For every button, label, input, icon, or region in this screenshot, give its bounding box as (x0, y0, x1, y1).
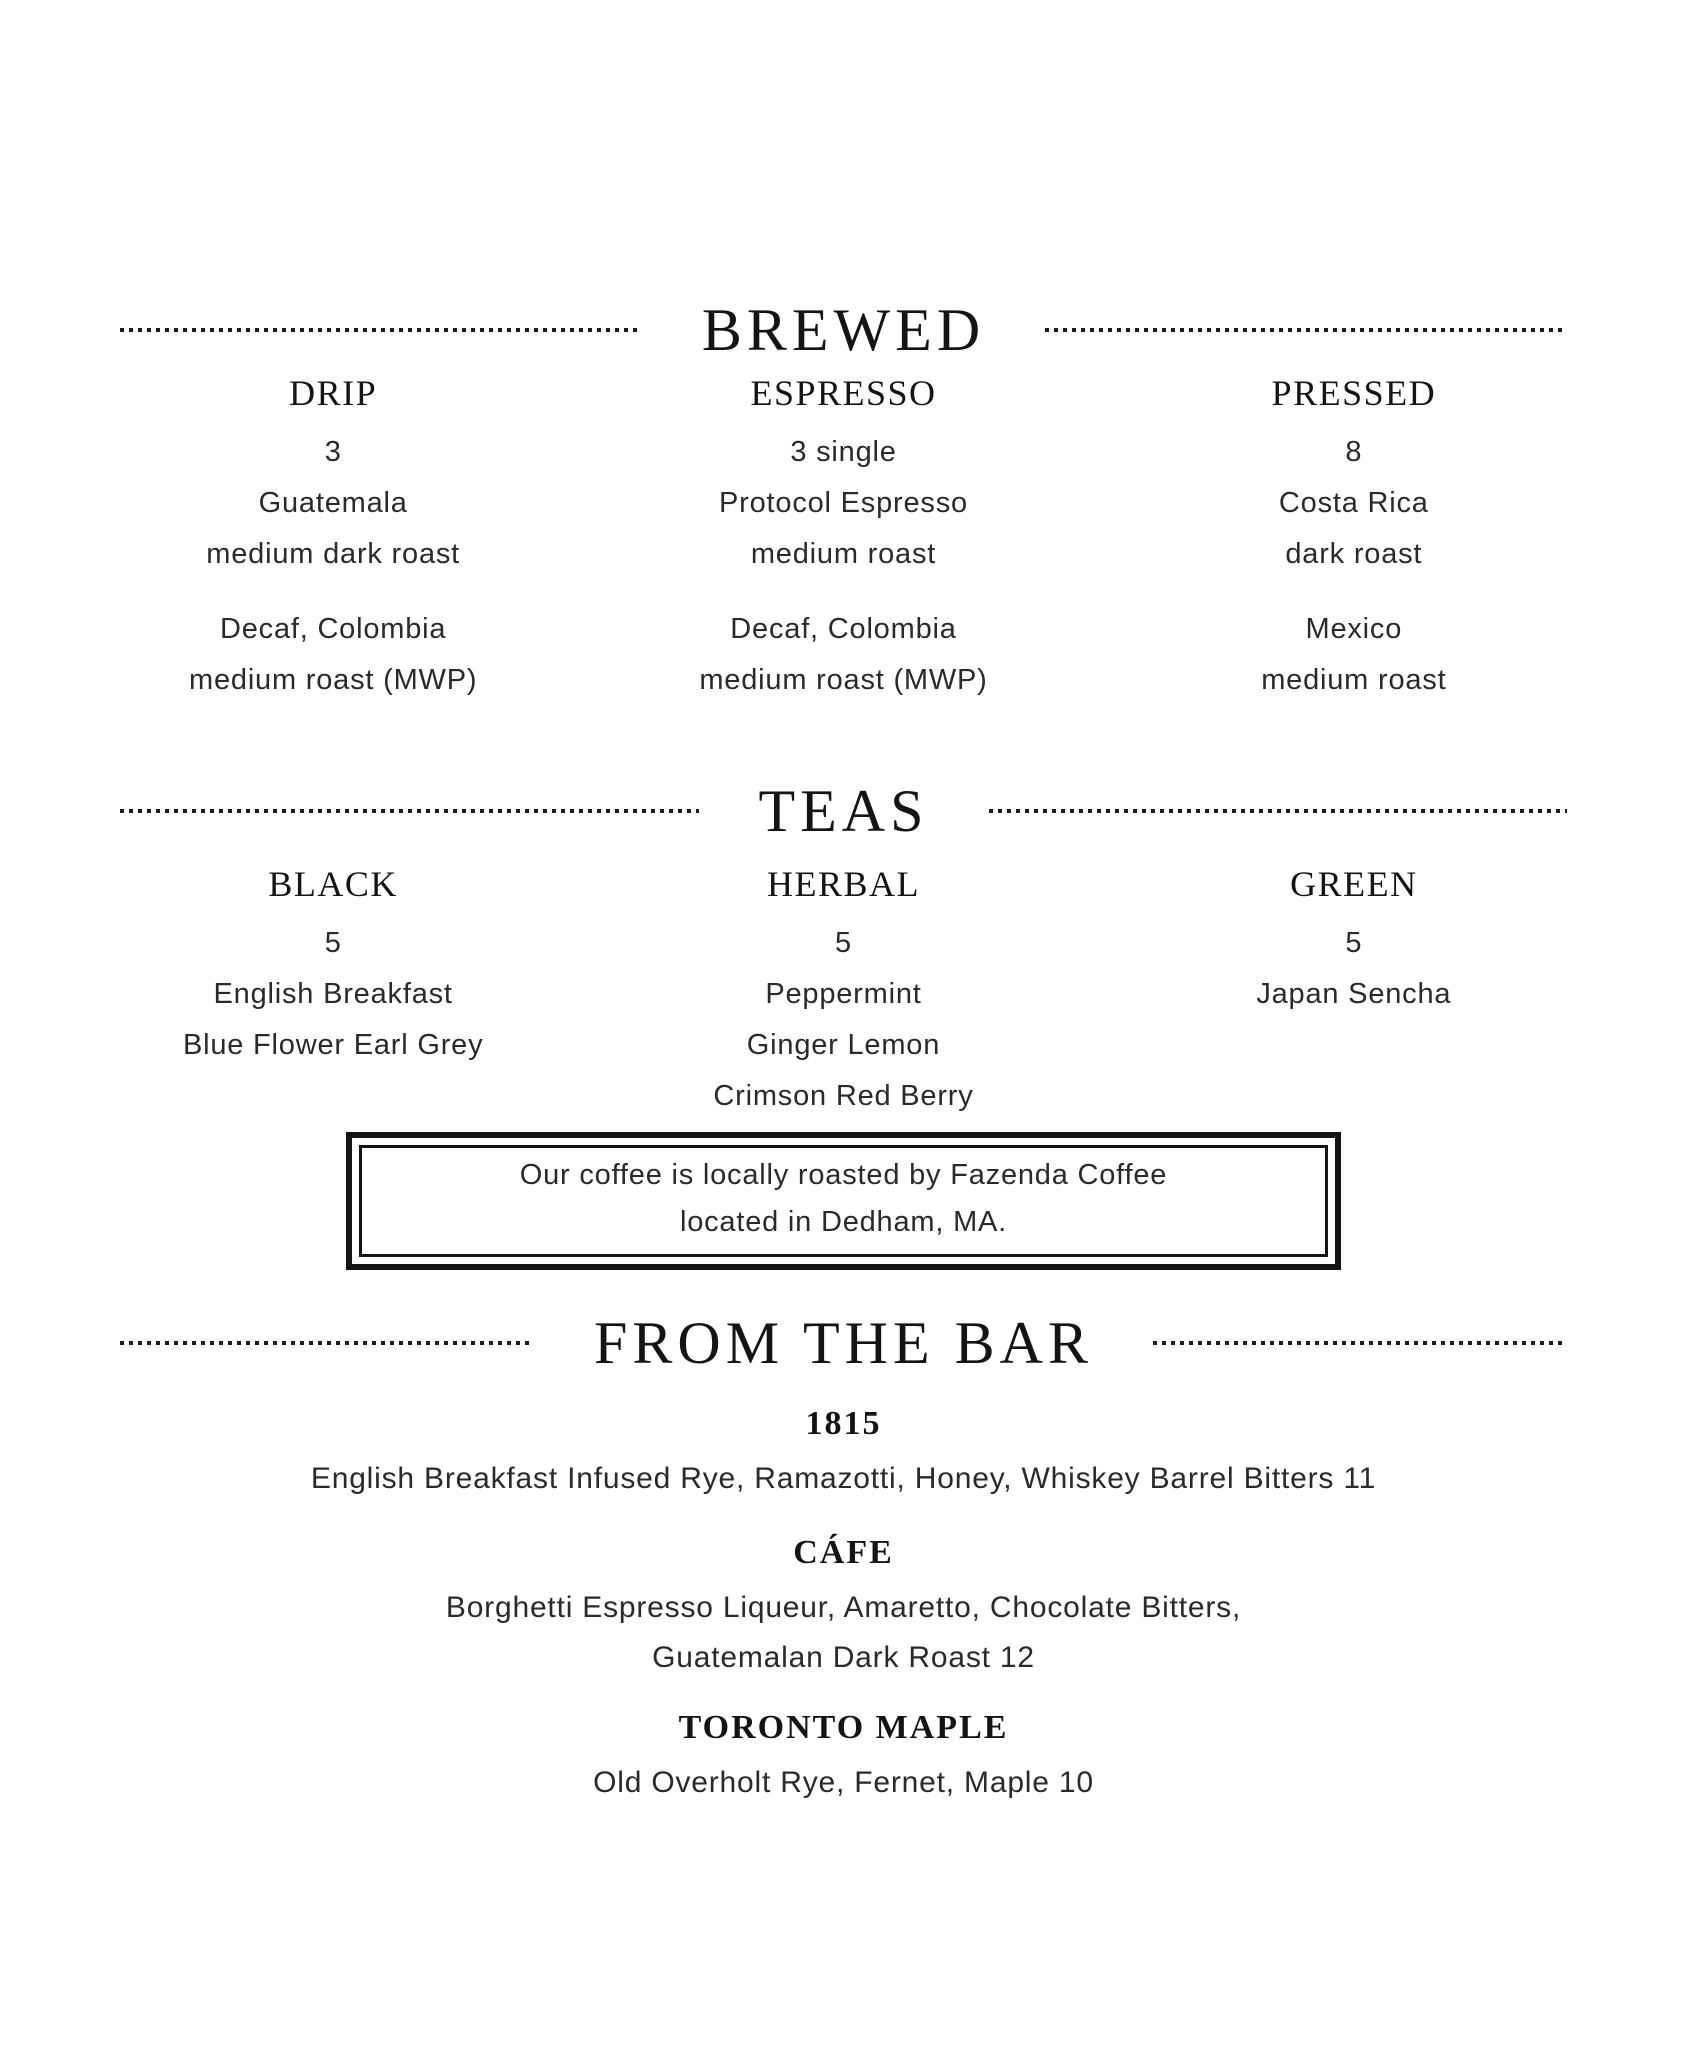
bar-entry-line: Borghetti Espresso Liqueur, Amaretto, Chocolate Bitters, (445, 1591, 1242, 1624)
menu-line: medium roast (MWP) (189, 664, 478, 696)
teas-column-green (1099, 862, 1609, 1122)
teas-section-title: TEAS (758, 778, 929, 844)
bar-entry-ingredients (0, 1583, 1687, 1683)
brewed-section-header (0, 295, 1687, 365)
menu-line: 8 (1345, 436, 1363, 468)
menu-line: Peppermint (765, 978, 922, 1010)
teas-columns (0, 862, 1687, 1122)
menu-line: medium dark roast (206, 538, 461, 570)
bar-entry-line: Old Overholt Rye, Fernet, Maple 10 (593, 1766, 1094, 1799)
teas-column-herbal (588, 862, 1098, 1122)
roaster-note-box-inner (359, 1145, 1328, 1257)
bar-entry-line: English Breakfast Infused Rye, Ramazotti, Honey, Whiskey Barrel Bitters 11 (310, 1462, 1377, 1495)
column-heading: BLACK (268, 864, 398, 904)
price-line: 5 (1345, 927, 1363, 959)
menu-line: 3 (324, 436, 342, 468)
bar-entry-name: TORONTO MAPLE (678, 1709, 1009, 1746)
menu-line: Mexico (1305, 613, 1403, 645)
price-line: 5 (835, 927, 852, 959)
dotted-divider-right (989, 809, 1568, 813)
menu-line: medium roast (MWP) (699, 664, 988, 696)
brewed-section-title: BREWED (701, 297, 986, 363)
bar-entry-name: 1815 (805, 1405, 882, 1442)
menu-line: Decaf, Colombia (730, 613, 957, 645)
roaster-note-line: located in Dedham, MA. (679, 1206, 1008, 1238)
bar-section-title: FROM THE BAR (594, 1310, 1093, 1376)
price-line: 5 (324, 927, 342, 959)
dotted-divider-left (120, 328, 642, 332)
bar-entry-name: CÁFE (793, 1534, 894, 1571)
menu-line: Decaf, Colombia (219, 613, 447, 645)
bar-entry-cafe (0, 1532, 1687, 1683)
dotted-divider-right (1045, 328, 1567, 332)
bar-entry-toronto-maple (0, 1707, 1687, 1808)
column-heading: GREEN (1290, 864, 1418, 904)
bar-entry-ingredients (0, 1758, 1687, 1808)
menu-line: medium roast (750, 538, 937, 570)
bar-entry-line: Guatemalan Dark Roast 12 (652, 1641, 1035, 1674)
menu-line: Blue Flower Earl Grey (182, 1029, 484, 1061)
menu-line: Protocol Espresso (719, 487, 968, 519)
menu-line: dark roast (1285, 538, 1423, 570)
dotted-divider-left (120, 809, 699, 813)
teas-section-header (0, 776, 1687, 846)
brewed-column-drip (78, 371, 588, 706)
teas-column-black (78, 862, 588, 1122)
menu-line: Costa Rica (1278, 487, 1429, 519)
brewed-column-espresso (588, 371, 1098, 706)
group-gap (1099, 580, 1609, 604)
dotted-divider-right (1153, 1341, 1567, 1345)
menu-line: medium roast (1261, 664, 1447, 696)
bar-entries (0, 1403, 1687, 1808)
menu-line: Guatemala (258, 487, 408, 519)
roaster-note-line: Our coffee is locally roasted by Fazenda Coffee (519, 1159, 1168, 1191)
brewed-columns (0, 371, 1687, 706)
menu-line: Japan Sencha (1256, 978, 1452, 1010)
brewed-column-pressed (1099, 371, 1609, 706)
menu-line: 3 single (790, 436, 897, 468)
bar-section-header (0, 1308, 1687, 1378)
dotted-divider-left (120, 1341, 534, 1345)
group-gap (78, 580, 588, 604)
column-heading: DRIP (289, 373, 378, 413)
group-gap (588, 580, 1098, 604)
roaster-note-box (346, 1132, 1341, 1270)
column-heading: PRESSED (1271, 373, 1437, 413)
menu-line: English Breakfast (213, 978, 453, 1010)
menu-line: Ginger Lemon (746, 1029, 941, 1061)
menu-line: Crimson Red Berry (713, 1080, 974, 1112)
bar-entry-1815 (0, 1403, 1687, 1504)
bar-entry-ingredients (0, 1454, 1687, 1504)
column-heading: ESPRESSO (750, 373, 937, 413)
column-heading: HERBAL (766, 864, 920, 904)
